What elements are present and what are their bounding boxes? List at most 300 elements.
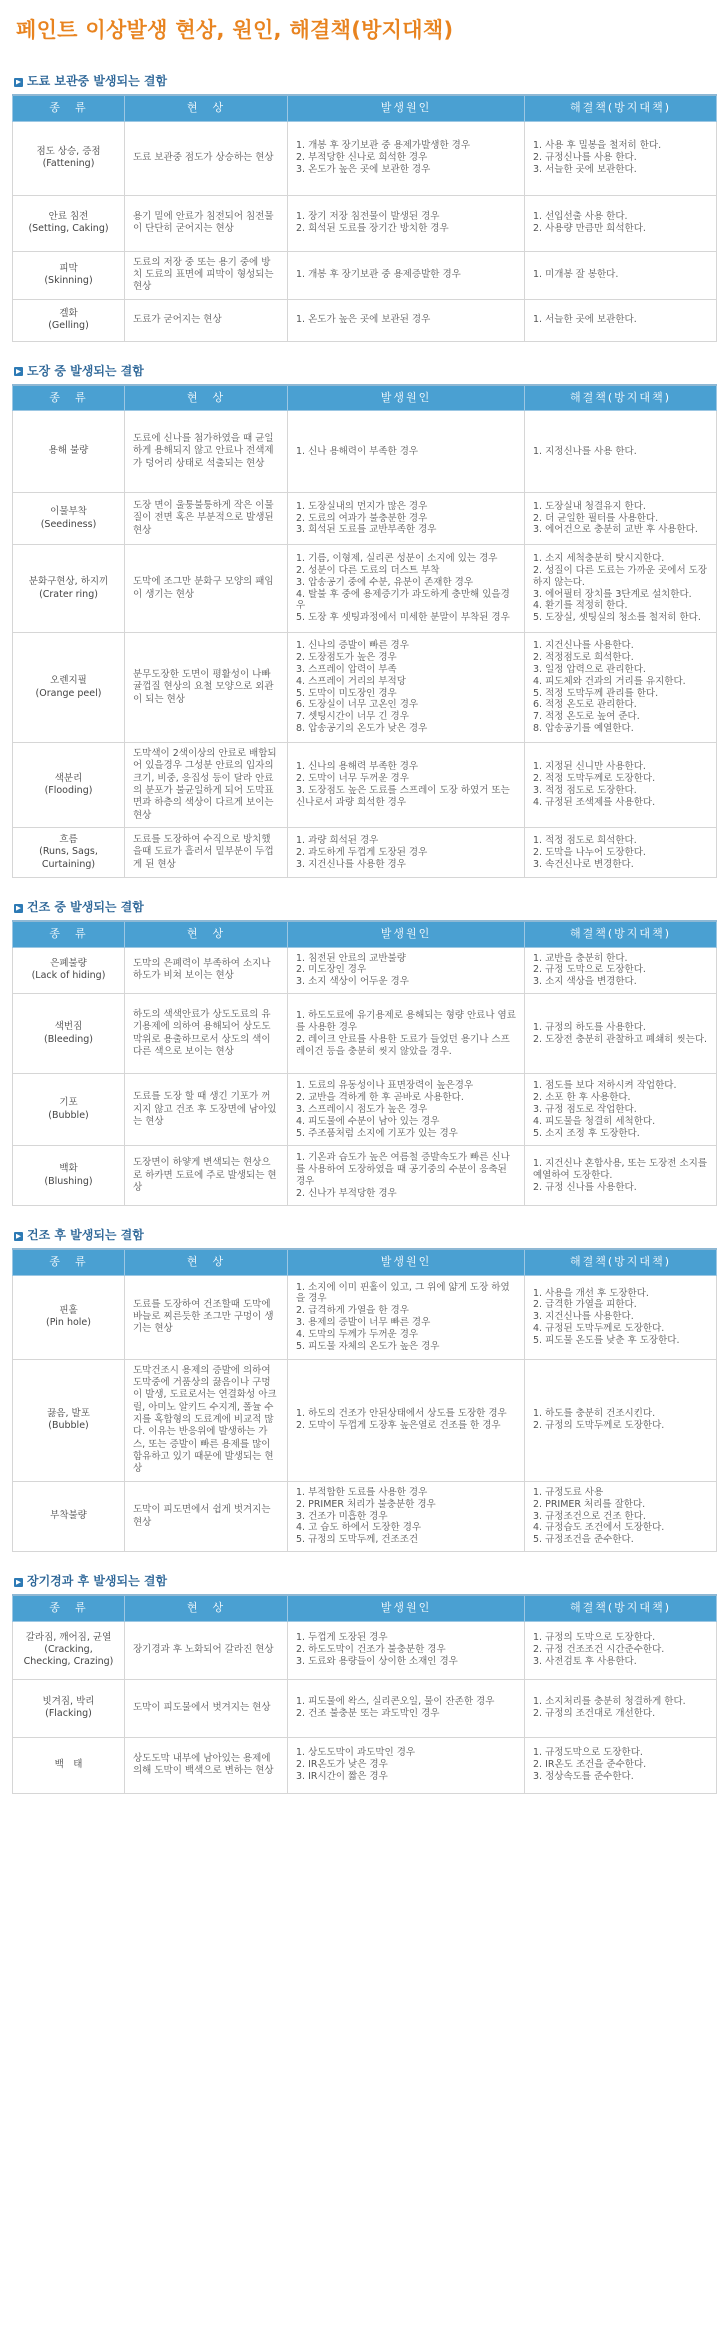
causes-cell	[288, 1074, 525, 1146]
defect-type-cell: 이물부착 (Seediness)	[13, 493, 125, 545]
list-item: 1. 지건신나 혼합사용, 또는 도장전 소지를 예열하여 도장한다.	[533, 1157, 708, 1181]
list-item: 2. 규정신나를 사용 한다.	[533, 152, 637, 164]
list-item: 1. 사용을 개선 후 도장한다.	[533, 1287, 649, 1299]
column-header: 해결책(방지대책)	[525, 95, 717, 121]
list-item: 4. 규정된 조색제를 사용한다.	[533, 796, 656, 808]
list-item: 1. 점도를 보다 저하시켜 작업한다.	[533, 1080, 677, 1092]
list-item: 1. 소지처리를 충분히 청결하게 한다.	[533, 1696, 686, 1708]
solutions-cell	[525, 828, 717, 878]
causes-list	[296, 835, 516, 871]
table-header	[13, 921, 717, 947]
causes-list	[296, 1408, 516, 1432]
phenomenon-cell: 도료를 도장하여 건조할때 도막에 바늘로 찌른듯한 조그만 구멍이 생기는 현상	[125, 1275, 288, 1359]
solutions-list	[533, 140, 708, 176]
defect-type-cell: 피막 (Skinning)	[13, 251, 125, 299]
list-item: 1. 서늘한 곳에 보관한다.	[533, 314, 637, 326]
list-item: 3. 에어필터 장치를 3단계로 설치한다.	[533, 588, 692, 600]
solutions-list	[533, 1022, 708, 1046]
table-row	[13, 493, 717, 545]
column-header: 해결책(방지대책)	[525, 385, 717, 411]
solutions-cell	[525, 251, 717, 299]
column-header: 현 상	[125, 1249, 288, 1275]
solutions-cell	[525, 947, 717, 994]
list-item: 5. 규정의 도막두께, 건조조건	[296, 1534, 419, 1546]
causes-list	[296, 269, 516, 281]
section-header	[12, 1574, 716, 1590]
table-row	[13, 545, 717, 633]
list-item: 5. 소지 조정 후 도장한다.	[533, 1127, 640, 1139]
list-item: 2. 규정 신나를 사용한다.	[533, 1181, 637, 1193]
section-title: 도료 보관중 발생되는 결함	[27, 74, 168, 89]
list-item: 2. 규정의 조건대로 개선한다.	[533, 1708, 656, 1720]
list-item: 3. 사전검토 후 사용한다.	[533, 1656, 637, 1668]
causes-list	[296, 314, 516, 326]
list-item: 2. 도장점도가 높은 경우	[296, 651, 397, 663]
list-item: 1. 기름, 이형제, 실리콘 성분이 소지에 있는 경우	[296, 552, 498, 564]
section	[12, 364, 716, 879]
list-item: 1. 두껍게 도장된 경우	[296, 1632, 388, 1644]
list-item: 4. 피도물에 수분이 남아 있는 경우	[296, 1115, 440, 1127]
table-row	[13, 1359, 717, 1481]
list-item: 4. 피도체와 건과의 거리를 유지한다.	[533, 675, 686, 687]
solutions-list	[533, 953, 708, 989]
list-item: 1. 신나의 용해력 부족한 경우	[296, 761, 419, 773]
defect-type-cell: 색번짐 (Bleeding)	[13, 994, 125, 1074]
list-item: 2. 도장전 충분히 관찰하고 폐쇄히 씻는다.	[533, 1033, 708, 1045]
defect-type-cell: 백 태	[13, 1737, 125, 1793]
solutions-cell	[525, 411, 717, 493]
phenomenon-cell: 도료의 저장 중 또는 용기 중에 방치 도료의 표면에 피막이 형성되는 현상	[125, 251, 288, 299]
phenomenon-cell: 도막건조시 용제의 증발에 의하여 도막중에 거품상의 끓음이나 구멍이 발생, 도료로서는 연결화성 아크릴, 아미노 알키드 수지계, 폴뉼 수지를 혹합형의 도료계에 비교적 많다. 이유는 반응위에 발생하는 가스, 또는 증발이 빠른 용제를 많이 함유하고 있기 때문에 발생되는 현상	[125, 1359, 288, 1481]
list-item: 7. 적정 온도로 높여 준다.	[533, 711, 640, 723]
header-row	[13, 1595, 717, 1621]
table-row	[13, 994, 717, 1074]
table-row	[13, 1621, 717, 1679]
solutions-list	[533, 1080, 708, 1139]
list-item: 2. 도막을 나누어 도장한다.	[533, 846, 646, 858]
defect-type-cell: 갈라짐, 깨어짐, 균열 (Cracking, Checking, Crazing)	[13, 1621, 125, 1679]
solutions-cell	[525, 1275, 717, 1359]
solutions-list	[533, 314, 708, 326]
header-row	[13, 95, 717, 121]
list-item: 1. 지건신나를 사용한다.	[533, 640, 634, 652]
column-header: 종 류	[13, 1249, 125, 1275]
causes-list	[296, 1080, 516, 1139]
table-row	[13, 1074, 717, 1146]
section-header	[12, 1228, 716, 1244]
bullet-arrow-icon	[14, 1578, 23, 1587]
list-item: 1. 규정도료 사용	[533, 1486, 604, 1498]
list-item: 2. 레이크 안료를 사용한 도료가 들었던 용기나 스프레이건 등을 충분히 씻지 않았을 경우.	[296, 1033, 510, 1057]
defect-type-cell: 빗겨짐, 박리 (Flacking)	[13, 1679, 125, 1737]
phenomenon-cell: 상도도막 내부에 남아있는 용제에 의해 도막이 백색으로 변하는 현상	[125, 1737, 288, 1793]
defect-type-cell: 부착불량	[13, 1481, 125, 1551]
solutions-cell	[525, 493, 717, 545]
causes-list	[296, 1632, 516, 1668]
list-item: 2. 급격한 가열을 피한다.	[533, 1299, 637, 1311]
section-title: 건조 후 발생되는 결함	[27, 1228, 144, 1243]
list-item: 3. 규정조건으로 건조 한다.	[533, 1510, 646, 1522]
phenomenon-cell: 분무도장한 도면이 평활성이 나빠 귤껍질 현상의 요철 모양으로 외관이 되는 현상	[125, 633, 288, 743]
list-item: 5. 도장실, 셋팅실의 청소를 철저히 한다.	[533, 612, 701, 624]
column-header: 발생원인	[288, 385, 525, 411]
causes-list	[296, 211, 516, 235]
list-item: 1. 소지에 이미 핀홀이 있고, 그 위에 얇게 도장 하였을 경우	[296, 1281, 510, 1305]
table-row	[13, 1275, 717, 1359]
list-item: 3. 스프레이 압력이 부족	[296, 663, 397, 675]
list-item: 4. 피도물을 청결히 세척한다.	[533, 1115, 656, 1127]
defect-type-cell: 안료 침전 (Setting, Caking)	[13, 195, 125, 251]
defect-table	[12, 1248, 717, 1552]
phenomenon-cell: 도막에 조그만 분화구 모양의 패임이 생기는 현상	[125, 545, 288, 633]
list-item: 5. 규정조건을 준수한다.	[533, 1534, 634, 1546]
defect-type-cell: 흐름 (Runs, Sags, Curtaining)	[13, 828, 125, 878]
section-header	[12, 364, 716, 380]
column-header: 종 류	[13, 95, 125, 121]
list-item: 2. 부적당한 신나로 희석한 경우	[296, 152, 428, 164]
list-item: 3. 압송공기 중에 수분, 유분이 존재한 경우	[296, 576, 474, 588]
list-item: 3. 지건신나를 사용한다.	[533, 1311, 634, 1323]
list-item: 3. 에어건으로 충분히 교반 후 사용한다.	[533, 524, 698, 536]
list-item: 3. 도장점도 높은 도료를 스프레이 도장 하였거 또는 신나로서 과량 희석한 경우	[296, 785, 510, 808]
phenomenon-cell: 도료 보관중 점도가 상승하는 현상	[125, 121, 288, 195]
list-item: 5. 주조품처럼 소지에 기포가 있는 경우	[296, 1127, 458, 1139]
list-item: 1. 온도가 높은 곳에 보관된 경우	[296, 314, 431, 326]
table-row	[13, 743, 717, 828]
list-item: 6. 적정 온도로 관리한다.	[533, 699, 637, 711]
list-item: 3. 지건신나를 사용한 경우	[296, 858, 406, 870]
list-item: 1. 도료의 유동성이나 표면장력이 높은경우	[296, 1080, 474, 1092]
list-item: 2. 교반을 격하게 한 후 곧바로 사용한다.	[296, 1091, 464, 1103]
list-item: 2. 규정의 도막두께로 도장한다.	[533, 1420, 665, 1432]
list-item: 1. 상도도막이 과도막인 경우	[296, 1747, 416, 1759]
section-header	[12, 74, 716, 90]
solutions-list	[533, 1158, 708, 1194]
causes-cell	[288, 251, 525, 299]
defect-table	[12, 384, 717, 879]
list-item: 2. 더 균일한 필터를 사용한다.	[533, 512, 659, 524]
list-item: 2. 적정 도막두께로 도장한다.	[533, 773, 656, 785]
table-row	[13, 1481, 717, 1551]
solutions-list	[533, 761, 708, 809]
causes-list	[296, 761, 516, 809]
solutions-cell	[525, 1359, 717, 1481]
list-item: 3. 스프레이시 점도가 높은 경우	[296, 1103, 428, 1115]
defect-type-cell: 은폐불량 (Lack of hiding)	[13, 947, 125, 994]
solutions-cell	[525, 994, 717, 1074]
list-item: 1. 선입선출 사용 한다.	[533, 211, 628, 223]
list-item: 1. 소지 세척충분히 탓시지한다.	[533, 552, 665, 564]
list-item: 2. IR온도가 낮은 경우	[296, 1759, 388, 1771]
causes-cell	[288, 545, 525, 633]
list-item: 1. 장기 저장 침전물이 발생된 경우	[296, 211, 440, 223]
solutions-cell	[525, 633, 717, 743]
section	[12, 1574, 716, 1794]
list-item: 1. 지정된 신니만 사용한다.	[533, 761, 646, 773]
table-row	[13, 299, 717, 341]
solutions-list	[533, 553, 708, 624]
list-item: 2. 과도하게 두껍게 도장된 경우	[296, 846, 428, 858]
defect-type-cell: 분화구현상, 하지끼 (Crater ring)	[13, 545, 125, 633]
solutions-cell	[525, 121, 717, 195]
defect-type-cell: 점도 상승, 증점 (Fattening)	[13, 121, 125, 195]
causes-list	[296, 640, 516, 735]
list-item: 3. 규정 점도로 작업한다.	[533, 1103, 637, 1115]
defect-table	[12, 94, 717, 342]
list-item: 6. 도장실이 너무 고온인 경우	[296, 699, 419, 711]
defect-type-cell: 끓음, 발포 (Bubble)	[13, 1359, 125, 1481]
solutions-list	[533, 211, 708, 235]
causes-list	[296, 1152, 516, 1200]
list-item: 1. 지정신나를 사용 한다.	[533, 445, 637, 457]
bullet-arrow-icon	[14, 904, 23, 913]
list-item: 7. 셋팅시간이 너무 긴 경우	[296, 711, 409, 723]
list-item: 3. 건조가 미흡한 경우	[296, 1510, 388, 1522]
solutions-list	[533, 1288, 708, 1347]
defect-type-cell: 기포 (Bubble)	[13, 1074, 125, 1146]
causes-cell	[288, 1275, 525, 1359]
solutions-cell	[525, 1146, 717, 1206]
solutions-cell	[525, 1074, 717, 1146]
table-row	[13, 1737, 717, 1793]
causes-cell	[288, 121, 525, 195]
list-item: 3. 서늘한 곳에 보관한다.	[533, 163, 637, 175]
solutions-cell	[525, 1737, 717, 1793]
solutions-cell	[525, 545, 717, 633]
list-item: 1. 개봉 후 장기보관 중 용제가발생한 경우	[296, 140, 471, 152]
list-item: 3. IR시간이 짧은 경우	[296, 1771, 388, 1783]
list-item: 1. 신나 용해력이 부족한 경우	[296, 445, 419, 457]
list-item: 3. 도료와 용량들이 상이한 소재인 경우	[296, 1656, 458, 1668]
list-item: 5. 피도물 자체의 온도가 높은 경우	[296, 1340, 440, 1352]
list-item: 4. 환기를 적정히 한다.	[533, 600, 628, 612]
causes-cell	[288, 1481, 525, 1551]
list-item: 2. IR온도 조건을 준수한다.	[533, 1759, 647, 1771]
list-item: 1. 규정의 도막으로 도장한다.	[533, 1632, 656, 1644]
list-item: 4. 규정된 도막두께로 도장한다.	[533, 1323, 665, 1335]
list-item: 4. 고 습도 하에서 도장한 경우	[296, 1522, 422, 1534]
causes-cell	[288, 1621, 525, 1679]
causes-list	[296, 1010, 516, 1058]
phenomenon-cell: 도료를 도장 할 때 생긴 기포가 꺼지지 않고 건조 후 도장면에 남아있는 현상	[125, 1074, 288, 1146]
causes-cell	[288, 411, 525, 493]
defect-type-cell: 핀홀 (Pin hole)	[13, 1275, 125, 1359]
list-item: 3. 정상속도를 준수한다.	[533, 1771, 634, 1783]
list-item: 3. 희석된 도료를 교반부족한 경우	[296, 524, 437, 536]
list-item: 2. 미도장인 경우	[296, 964, 367, 976]
list-item: 2. PRIMER 처리를 잘한다.	[533, 1498, 646, 1510]
list-item: 2. 도막이 두껍게 도장후 높은열로 건조를 한 경우	[296, 1420, 501, 1432]
phenomenon-cell: 도막색이 2색이상의 안료로 배합되어 있을경우 그성분 안료의 입자의 크기, 비중, 응집성 등이 달라 안료의 분포가 불균일하게 되어 도막표면과 하층의 색상이 다르게 보이는 현상	[125, 743, 288, 828]
list-item: 5. 도막이 미도장인 경우	[296, 687, 397, 699]
table-header	[13, 1249, 717, 1275]
list-item: 4. 탈불 후 중에 용제증기가 과도하게 충만해 있을경우	[296, 588, 510, 612]
solutions-cell	[525, 299, 717, 341]
phenomenon-cell: 도막의 은폐력이 부족하여 소지나하도가 비쳐 보이는 현상	[125, 947, 288, 994]
table-header	[13, 1595, 717, 1621]
causes-list	[296, 953, 516, 989]
list-item: 1. 사용 후 밀봉을 철저히 한다.	[533, 140, 662, 152]
section	[12, 900, 716, 1206]
list-item: 5. 적정 도막두께 관리를 한다.	[533, 687, 659, 699]
column-header: 발생원인	[288, 1249, 525, 1275]
phenomenon-cell: 도료에 신나를 첨가하였을 때 균일하게 용해되지 않고 안료나 전색제가 덩어리 상태로 석출되는 현상	[125, 411, 288, 493]
section-title: 도장 중 발생되는 결함	[27, 363, 144, 378]
list-item: 3. 속건신나로 변경한다.	[533, 858, 634, 870]
causes-cell	[288, 994, 525, 1074]
solutions-list	[533, 1747, 708, 1783]
causes-cell	[288, 195, 525, 251]
list-item: 1. 하도도료에 유기용제로 용해되는 형량 안료나 염료를 사용한 경우	[296, 1009, 516, 1033]
defect-type-cell: 색분리 (Flooding)	[13, 743, 125, 828]
phenomenon-cell: 도장 면이 울퉁불퉁하게 작은 이물질이 전면 혹은 부분적으로 발생된 현상	[125, 493, 288, 545]
solutions-list	[533, 835, 708, 871]
defect-type-cell: 용해 불량	[13, 411, 125, 493]
table-row	[13, 411, 717, 493]
column-header: 종 류	[13, 385, 125, 411]
phenomenon-cell: 도장면이 하얗게 변색되는 현상으로 하카면 도료에 주로 발생되는 현상	[125, 1146, 288, 1206]
list-item: 2. 규정 건조조건 시간준수한다.	[533, 1644, 665, 1656]
list-item: 3. 적정 점도로 도장한다.	[533, 785, 637, 797]
list-item: 4. 스프레이 거리의 부적당	[296, 675, 406, 687]
list-item: 2. 하도도막이 건조가 불충분한 경우	[296, 1644, 446, 1656]
list-item: 1. 도장실내 청결유지 한다.	[533, 500, 646, 512]
sections-container	[12, 74, 716, 1794]
defect-table	[12, 920, 717, 1206]
list-item: 1. 적정 점도로 희석한다.	[533, 834, 637, 846]
column-header: 현 상	[125, 1595, 288, 1621]
causes-cell	[288, 947, 525, 994]
solutions-list	[533, 269, 708, 281]
column-header: 해결책(방지대책)	[525, 1595, 717, 1621]
list-item: 3. 온도가 높은 곳에 보관한 경우	[296, 163, 431, 175]
list-item: 5. 피도물 온도를 낮춘 후 도장한다.	[533, 1335, 680, 1347]
list-item: 2. 급격하게 가열을 한 경우	[296, 1305, 409, 1317]
list-item: 4. 규정습도 조건에서 도장한다.	[533, 1522, 665, 1534]
list-item: 1. 피도물에 왁스, 실리콘오일, 물이 잔존한 경우	[296, 1696, 495, 1708]
phenomenon-cell: 도료를 도장하여 수직으로 방치했을때 도료가 흘러서 밑부분이 두껍게 된 현상	[125, 828, 288, 878]
phenomenon-cell: 용기 밑에 안료가 침전되어 침전물이 단단히 굳어지는 현상	[125, 195, 288, 251]
solutions-list	[533, 1487, 708, 1546]
section	[12, 74, 716, 342]
list-item: 4. 도막의 두께가 두꺼운 경우	[296, 1329, 419, 1341]
list-item: 1. 규정의 하도를 사용한다.	[533, 1021, 646, 1033]
list-item: 1. 도장실내의 먼지가 많은 경우	[296, 500, 428, 512]
causes-list	[296, 501, 516, 537]
list-item: 2. 신나가 부적당한 경우	[296, 1187, 397, 1199]
causes-cell	[288, 1679, 525, 1737]
list-item: 1. 교반을 충분히 한다.	[533, 952, 628, 964]
list-item: 1. 규정도막으로 도장한다.	[533, 1747, 643, 1759]
list-item: 5. 도장 후 셋팅과정에서 미세한 분말이 부착된 경우	[296, 612, 510, 624]
phenomenon-cell: 장기경과 후 노화되어 갈라진 현상	[125, 1621, 288, 1679]
list-item: 3. 일정 압력으로 관리한다.	[533, 663, 646, 675]
list-item: 1. 과량 희석된 경우	[296, 834, 379, 846]
table-row	[13, 947, 717, 994]
causes-list	[296, 1282, 516, 1353]
bullet-arrow-icon	[14, 78, 23, 87]
column-header: 발생원인	[288, 95, 525, 121]
causes-list	[296, 1696, 516, 1720]
causes-cell	[288, 633, 525, 743]
list-item: 2. 건조 불충분 또는 과도막인 경우	[296, 1708, 440, 1720]
phenomenon-cell: 하도의 색색안료가 상도도료의 유기용제에 의하여 용해되어 상도도막위로 용출하므로서 상도의 색이 다른 색으로 보이는 현상	[125, 994, 288, 1074]
causes-cell	[288, 493, 525, 545]
causes-list	[296, 140, 516, 176]
table-header	[13, 385, 717, 411]
list-item: 2. 희석된 도료를 장기간 방치한 경우	[296, 223, 449, 234]
list-item: 2. 성질이 다른 도료는 가까운 곳에서 도장하지 않는다.	[533, 564, 708, 588]
list-item: 2. 사용량 만큼만 희석한다.	[533, 223, 646, 234]
column-header: 종 류	[13, 1595, 125, 1621]
solutions-cell	[525, 195, 717, 251]
column-header: 종 류	[13, 921, 125, 947]
causes-cell	[288, 1737, 525, 1793]
list-item: 2. 규정 도막으로 도장한다.	[533, 964, 646, 976]
causes-cell	[288, 1359, 525, 1481]
list-item: 3. 소지 색상을 변경한다.	[533, 976, 637, 988]
solutions-list	[533, 1696, 708, 1720]
table-row	[13, 1146, 717, 1206]
solutions-list	[533, 1408, 708, 1432]
solutions-cell	[525, 1621, 717, 1679]
list-item: 2. PRIMER 처리가 불충분한 경우	[296, 1498, 436, 1510]
causes-cell	[288, 743, 525, 828]
phenomenon-cell: 도막이 피도면에서 쉽게 벗겨지는 현상	[125, 1481, 288, 1551]
list-item: 2. 성분이 다른 도료의 더스트 부착	[296, 564, 440, 576]
causes-cell	[288, 828, 525, 878]
list-item: 1. 하도의 건조가 안된상태에서 상도를 도장한 경우	[296, 1408, 507, 1420]
list-item: 1. 미개봉 잘 봉한다.	[533, 269, 619, 281]
bullet-arrow-icon	[14, 1232, 23, 1241]
defect-table	[12, 1594, 717, 1794]
defect-type-cell: 백화 (Blushing)	[13, 1146, 125, 1206]
header-row	[13, 1249, 717, 1275]
table-header	[13, 95, 717, 121]
section	[12, 1228, 716, 1552]
table-row	[13, 251, 717, 299]
column-header: 해결책(방지대책)	[525, 1249, 717, 1275]
causes-list	[296, 553, 516, 624]
header-row	[13, 385, 717, 411]
table-row	[13, 633, 717, 743]
list-item: 3. 용제의 증발이 너무 빠른 경우	[296, 1317, 431, 1329]
list-item: 1. 개봉 후 장기보관 중 용제증발한 경우	[296, 269, 461, 281]
header-row	[13, 921, 717, 947]
list-item: 1. 신나의 증발이 빠른 경우	[296, 640, 409, 652]
phenomenon-cell: 도막이 피도물에서 벗겨지는 현상	[125, 1679, 288, 1737]
solutions-cell	[525, 1481, 717, 1551]
column-header: 현 상	[125, 385, 288, 411]
list-item: 8. 압송공기의 온도가 낮은 경우	[296, 723, 428, 735]
column-header: 해결책(방지대책)	[525, 921, 717, 947]
table-row	[13, 121, 717, 195]
list-item: 3. 소지 색상이 어두운 경우	[296, 976, 409, 988]
column-header: 현 상	[125, 95, 288, 121]
list-item: 2. 적정점도로 희석한다.	[533, 651, 634, 663]
causes-list	[296, 446, 516, 458]
defect-type-cell: 오렌지필 (Orange peel)	[13, 633, 125, 743]
causes-cell	[288, 1146, 525, 1206]
list-item: 1. 침전된 안료의 교반불량	[296, 952, 406, 964]
list-item: 1. 하도를 충분히 건조시킨다.	[533, 1408, 656, 1420]
list-item: 2. 도막이 너무 두꺼운 경우	[296, 773, 409, 785]
column-header: 현 상	[125, 921, 288, 947]
phenomenon-cell: 도료가 굳어지는 현상	[125, 299, 288, 341]
bullet-arrow-icon	[14, 367, 23, 376]
list-item: 8. 압송공기를 예열한다.	[533, 723, 634, 735]
list-item: 1. 부적합한 도료를 사용한 경우	[296, 1486, 428, 1498]
